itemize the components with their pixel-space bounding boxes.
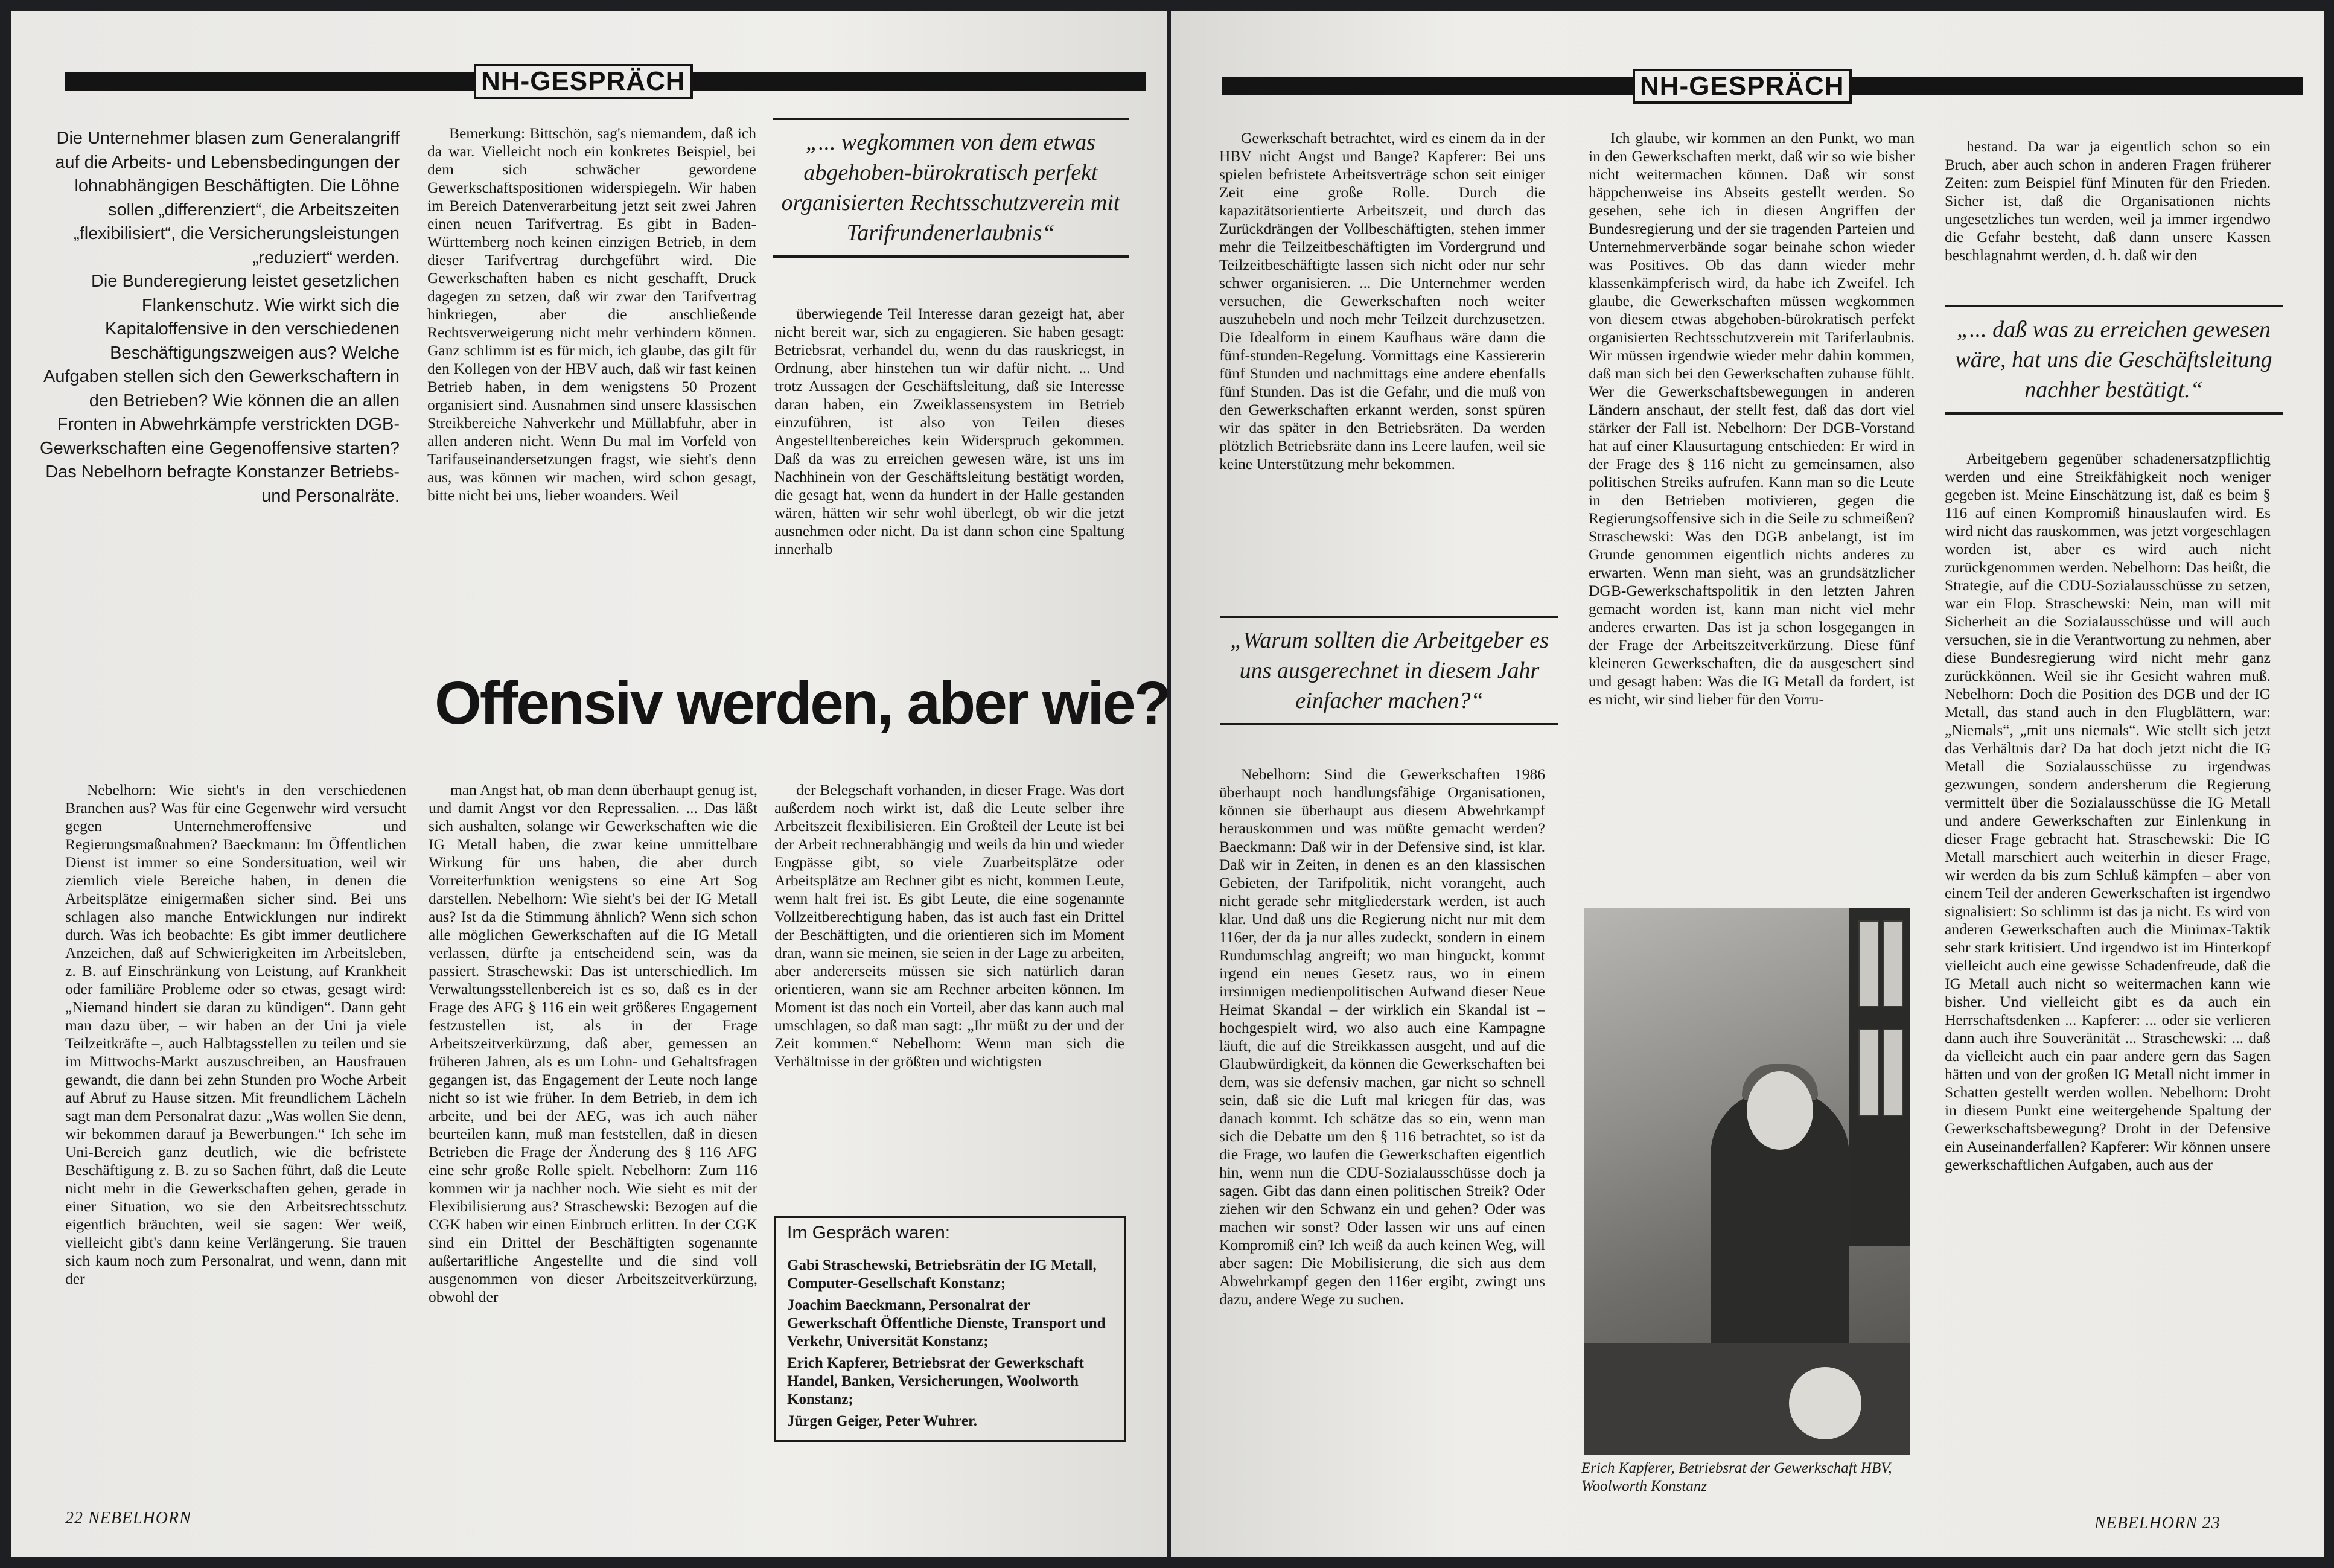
column-right-3-bottom: Arbeitgebern gegenüber schadenersatzpflichtig werden und eine Streikfähigkeit noch weniger gegeben ist. Meine Einschätzung ist, daß es beim § 116 auf einen Kompromiß hinauslaufen wird. Es wird nicht das rauskommen, was jetzt vorgeschlagen worden ist, aber es wird auch nicht zurückgenommen werden. Nebelhorn: Das heißt, die Strategie, auf die CDU-Sozialausschüsse zu setzen, war ein Flop. Straschewski: Nein, man will mit Sicherheit an die Sozialausschüsse und will auch versuchen, sie in die Verantwortung zu nehmen, aber diese Bundesregierung wird nicht mehr ganz zurückkönnen. Weil sie ihr Gesicht wahren muß. Nebelhorn: Doch die Position des DGB und der IG Metall, das stand auch in den Flugblättern, war: „Niemals“, „mit uns niemals“. Wie stellt sich jetzt das Verhältnis dar? Da hat doch jetzt nicht die IG Metall die Sozialausschüsse zu irgendwas gezwungen, sondern andersherum die Regierung vermittelt über die Sozialausschüsse die IG Metall und andere Gewerkschaften zur Einlenkung in dieser Frage gebracht hat. Straschewski: Die IG Metall marschiert auch weiterhin in dieser Frage, wir werden da bis zum Schluß kämpfen – aber von einem Teil der anderen Gewerkschaften ist irgendwo signalisiert: So schlimm ist das ja nicht. Es wird von anderen Gewerkschaften auch die Minimax-Taktik sehr stark kritisiert. Und irgendwo ist im Hinterkopf vielleicht auch eine gewisse Schadenfreude, daß die IG Metall auch nicht so weitermachen kann wie bisher. Und vielleicht gibt es da auch ein Herrschaftsdenken ... Kapferer: ... oder sie verlieren dann auch ihre Souveränität ... Straschewski: ... daß da vielleicht auch ein paar andere gern das Sagen hätten und von der großen IG Metall nicht immer in Schatten gestellt werden wollen. Nebelhorn: Droht in diesem Punkt eine weitergehende Spaltung der Gewerkschaftsbewegung? Droht in der Defensive ein Auseinanderfallen? Kapferer: Wir können unsere gewerkschaftlichen Aufgaben, auch aus der	[1945, 450, 2271, 1173]
column-left-2-top: Bemerkung: Bittschön, sag's niemandem, daß ich da war. Vielleicht noch ein konkretes Beispiel, bei dem sich schwächer gewordene Gewerkschaftspositionen widerspiegeln. Wir haben im Bereich Datenverarbeitung jetzt seit zwei Jahren einen neuen Tarifvertrag. Es gibt in Baden-Württemberg noch keinen einzigen Betrieb, in dem dieser Tarifvertrag durchgeführt wird. Die Gewerkschaften haben es nicht geschafft, Druck dagegen zu setzen, daß wir zwar den Tarifvertrag hinkriegen, aber die anschließende Rechtsverweigerung nicht mehr verhindern können. Ganz schlimm ist es für mich, ich glaube, das gilt für den Kollegen von der HBV auch, daß wir fast keinen Betrieb haben, in dem wenigstens 50 Prozent organisiert sind. Ausnahmen sind unsere klassischen Streikbereiche Nahverkehr und Müllabfuhr, aber in allen anderen nicht. Wenn Du mal im Vorfeld von Tarifauseinandersetzungen fragst, wie sieht's denn aus, was können wir machen, wird schon gesagt, bitte nicht bei uns, lieber woanders. Weil	[427, 124, 756, 504]
column-left-2-bottom: man Angst hat, ob man denn überhaupt genug ist, und damit Angst vor den Repressalien. ... Das läßt sich aushalten, solange wir Gewerkschaften wie die IG Metall haben, die zwar keine unmittelbare Wirkung für uns haben, die aber durch Vorreiterfunktion wenigstens so eine Art Sog darstellen. Nebelhorn: Wie sieht's bei der IG Metall aus? Ist da die Stimmung ähnlich? Wenn sich schon alle möglichen Gewerkschaften auf die IG Metall verlassen, dürfte ja entscheidend sein, was da passiert. Straschewski: Das ist unterschiedlich. Im Verwaltungsstellenbereich ist es so, daß es in der Frage des AFG § 116 ein weit größeres Engagement festzustellen ist, als in der Frage Arbeitszeitverkürzung, daß aber, gemessen an früheren Jahren, als es um Lohn- und Gehaltsfragen gegangen ist, das Engagement der Leute noch lange nicht so ist wie früher. In dem Betrieb, in dem ich arbeite, und bei der AEG, was ich auch näher beurteilen kann, muß man feststellen, daß in diesen Betrieben die Frage der Änderung des § 116 AFG eine sehr große Rolle spielt. Nebelhorn: Zum 116 kommen wir ja nachher noch. Wie sieht es mit der Flexibilisierung aus? Straschewski: Bezogen auf die CGK haben wir einen Einbruch erlitten. In der CGK sind ein Drittel der Beschäftigten sogenannte außertarifliche Angestellte und die sind voll ausgenommen von dieser Arbeitszeitverkürzung, obwohl der	[429, 781, 757, 1305]
pull-quote-3: „... daß was zu erreichen gewesen wäre, hat uns die Geschäftsleitung nachher bestätigt.“	[1945, 305, 2283, 415]
photo-caption: Erich Kapferer, Betriebsrat der Gewerkschaft HBV, Woolworth Konstanz	[1581, 1460, 1892, 1494]
column-right-1-top: Gewerkschaft betrachtet, wird es einem da in der HBV nicht Angst und Bange? Kapferer: Bei uns spielen befristete Arbeitsverträge schon seit einiger Zeit eine große Rolle. Durch die kapazitätsorientierte Arbeitszeit, und durch das Zurückdrängen der Vollbeschäftigten, stehen immer mehr die Teilzeitbeschäftigten im Vordergrund und Teilzeitbeschäftigte lassen sich nicht oder nur sehr schwer organisieren. ... Die Unternehmer werden versuchen, die Gewerkschaften noch weiter auszuhebeln und noch mehr Teilzeit durchzusetzen. Die Idealform in einem Kaufhaus wäre dann die fünf-stunden-Regelung. Vormittags eine Kassiererin fünf Stunden und nachmittags eine andere ebenfalls fünf Stunden. Das ist die Gefahr, und die muß von den Gewerkschaften erkannt werden, sonst spüren wir das später in den Betriebsräten. Da werden plötzlich Betriebsräte dann ins Leere laufen, weil sie keine Unterstützung mehr bekommen.	[1219, 129, 1545, 473]
right-section-title: NH-GESPRÄCH	[1633, 69, 1852, 104]
intro-paragraph: Die Bunderegierung leistet gesetzlichen Flankenschutz. Wie wirkt sich die Kapitaloffensive in den verschiedenen Beschäftigungszweigen aus? Welche Aufgaben stellen sich den Gewerkschaftern in den Betrieben? Wie können die an allen Fronten in Abwehrkämpfe verstrickten DGB-Gewerkschaften eine Gegenoffensive starten?	[40, 272, 400, 458]
column-right-3-top: hestand. Da war ja eigentlich schon so ein Bruch, aber auch schon in anderen Fragen früherer Zeiten: zum Beispiel fünf Minuten für den Frieden. Sicher ist, daß die Organisationen nichts ungesetzliches tun werden, weil ja immer irgendwo die Gefahr besteht, daß dann unsere Kassen beschlagnahmt werden, d. h. daß wir den	[1945, 138, 2271, 264]
participants-title: Im Gespräch waren:	[787, 1223, 951, 1243]
column-left-3-bottom: der Belegschaft vorhanden, in dieser Frage. Was dort außerdem noch wirkt ist, daß die Leute selber ihre Arbeitszeit flexibilisieren. Ein Großteil der Leute ist bei der Arbeit rechnerabhängig und weils da hin und wieder Engpässe gibt, so viele Zuarbeitsplätze oder Arbeitsplätze am Rechner gibt es nicht, kommen Leute, wenn halt frei ist. Es gibt Leute, die eine sogenannte Vollzeitberechtigung haben, das ist auch fast ein Drittel der Beschäftigten, und die orientieren sich im Moment dran, wann sie meinen, sie seien in der Lage zu arbeiten, aber andererseits müssen sie sich natürlich daran orientieren, wann sie am Rechner arbeiten können. Im Moment ist das noch ein Vorteil, aber das kann auch mal umschlagen, so daß man sagt: „Ihr müßt zu der und der Zeit kommen.“ Nebelhorn: Wenn man sich die Verhältnisse in der größten und wichtigsten	[774, 781, 1124, 1070]
pull-quote-1: „... wegkommen von dem etwas abgehoben-bürokratisch perfekt organisierten Rechtsschutzverein mit Tarifrundenerlaubnis“	[773, 118, 1129, 258]
pull-quote-2: „Warum sollten die Arbeitgeber es uns ausgerechnet in diesem Jahr einfacher machen?“	[1220, 616, 1558, 725]
page-number-right: NEBELHORN 23	[2094, 1514, 2221, 1532]
column-left-1-bottom: Nebelhorn: Wie sieht's in den verschiedenen Branchen aus? Was für eine Gegenwehr wird versucht gegen Unternehmeroffensive und Regierungsmaßnahmen? Baeckmann: Im Öffentlichen Dienst ist immer so eine Sondersituation, weil wir ziemlich viele Bereiche haben, in denen die Arbeitsplätze einigermaßen sicher sind. Bei uns schlagen also manche Entwicklungen nur indirekt durch. Was ich beobachte: Es gibt immer deutlichere Anzeichen, daß auf Schwierigkeiten im Arbeitsleben, z. B. auf Einschränkung von Leistung, auf Krankheit oder familiäre Probleme oder so etwas, gesagt wird: „Niemand hindert sie daran zu kündigen“. Dann geht man dazu über, – wir haben an der Uni ja viele Teilzeitkräfte –, auch Halbtagsstellen zu teilen und sie im Mittwochs-Markt auszuschreiben, an Hausfrauen gewandt, die dann bei zehn Stunden pro Woche Arbeit auf Abruf zu Hause sitzen. Mit freundlichem Lächeln sagt man dem Personalrat dazu: „Was wollen Sie denn, wir bekommen darauf ja Bewerbungen.“ Ich sehe im Uni-Bereich ganz deutlich, wie die befristete Beschäftigung z. B. zu so Sachen führt, daß die Leute nicht mehr in die Gewerkschaften gehen, gerade in einer Situation, wo sie den Arbeitsrechtsschutz eigentlich bräuchten, weil sie sagen: Wer weiß, vielleicht gibt's dann keine Verlängerung. Sie trauen sich kaum noch zum Personalrat, und wenn, dann mit der	[65, 781, 406, 1287]
photo-erich-kapferer	[1584, 908, 1910, 1455]
participant: Gabi Straschewski, Betriebsrätin der IG Metall, Computer-Gesellschaft Konstanz;	[787, 1257, 1097, 1292]
left-section-title: NH-GESPRÄCH	[474, 64, 693, 99]
participant: Joachim Baeckmann, Personalrat der Gewerkschaft Öffentliche Dienste, Transport und Verkehr, Universität Konstanz;	[787, 1297, 1106, 1350]
column-right-1-bottom: Nebelhorn: Sind die Gewerkschaften 1986 überhaupt noch handlungsfähige Organisationen, können sie überhaupt aus diesem Abwehrkampf herauskommen und was müßte gemacht werden? Baeckmann: Daß wir in der Defensive sind, ist klar. Daß wir in Zeiten, in denen es an den klassischen Gebieten, der Tarifpolitik, nicht vorangeht, auch nicht gerade sehr mitgliederstark werden, ist auch klar. Und daß uns die Regierung nicht nur mit dem 116er, der da ja nur alles zudeckt, sondern in einem Rundumschlag angreift; wo man hinguckt, kommt irgend ein neues Gesetz raus, wo in einem irrsinnigen medienpolitischen Aufwand dieser Neue Heimat Skandal – der wirklich ein Skandal ist – hochgespielt wird, wo also auch eine Kampagne läuft, die auf die Streikkassen ausgeht, und auf die Glaubwürdigkeit, da können die Gewerkschaften bei dem, was sie defensiv machen, gar nicht so schnell sein, daß sie die Luft mal kriegen für das, was danach kommt. Ich schätze das so ein, wenn man sich die Debatte um den § 116 betrachtet, so ist da die Frage, wo laufen die Gewerkschaften eigentlich hin, wenn nun die CDU-Sozialausschüsse doch ja sagen. Gibt das dann einen politischen Streik? Oder ziehen wir den Schwanz ein und gehen? Oder was machen wir sonst? Oder lassen wir uns auf einen Kompromiß ein? Ich weiß da auch keinen Weg, will aber sagen: Die Mobilisierung, die sich aus dem Abwehrkampf gegen den 116er ergibt, zwingt uns dazu, andere Wege zu suchen.	[1219, 765, 1545, 1308]
participant: Erich Kapferer, Betriebsrat der Gewerkschaft Handel, Banken, Versicherungen, Woolworth Konstanz;	[787, 1355, 1084, 1407]
intro-paragraph: Das Nebelhorn befragte Konstanzer Betriebs- und Personalräte.	[45, 462, 400, 506]
participant: Jürgen Geiger, Peter Wuhrer.	[787, 1413, 978, 1429]
column-left-3-top: überwiegende Teil Interesse daran gezeigt hat, aber nicht bereit war, sich zu engagieren. Sie haben gesagt: Betriebsrat, verhandel du, wenn du das rauskriegst, in Ordnung, aber hinstehen tun wir dafür nicht. ... Und trotz Aussagen der Geschäftsleitung, daß sie Interesse daran haben, ein Zweiklassensystem im Betrieb einzuführen, ist also von Teilen dieses Angestelltenbereiches kein Widerspruch gekommen. Daß da was zu erreichen gewesen wäre, ist uns im Nachhinein von der Geschäftsleitung bestätigt worden, die gesagt hat, wenn da hundert in der Halle gestanden wären, hätten wir sehr wohl überlegt, ob wir die jetzt ausnehmen oder nicht. Da ist dann schon eine Spaltung innerhalb	[774, 305, 1124, 558]
intro-paragraph: Die Unternehmer blasen zum Generalangriff auf die Arbeits- und Lebensbedingungen der lohnabhängigen Beschäftigten. Die Löhne sollen „differenziert“, die Arbeitszeiten „flexibilisiert“, die Versicherungsleistungen „reduziert“ werden.	[55, 129, 400, 267]
intro-text	[37, 127, 400, 508]
page-number-left: 22 NEBELHORN	[65, 1509, 191, 1528]
column-right-2-top: Ich glaube, wir kommen an den Punkt, wo man in den Gewerkschaften merkt, daß wir so wie bisher nicht weitermachen können. Daß wir sonst häppchenweise ins Abseits gestellt werden. So gesehen, sehe ich in diesen Angriffen der Bundesregierung und der sie tragenden Parteien und Unternehmerverbände sogar beinahe schon wieder was Positives. Ob das dann wieder mehr klassenkämpferisch wird, da habe ich Zweifel. Ich glaube, die Gewerkschaften müssen wegkommen von diesem etwas abgehoben-bürokratisch perfekt organisierten Rechtsschutzverein mit Tariferlaubnis. Wir müssen irgendwie wieder mehr dahin kommen, daß man sich bei den Gewerkschaften zuhause fühlt. Wer die Gewerkschaftsbewegungen in anderen Ländern anschaut, der stellt fest, daß das dort viel stärker der Fall ist. Nebelhorn: Der DGB-Vorstand hat auf einer Klausurtagung entschieden: Er wird in der Frage des § 116 nicht zu gemeinsamen, also politischen Streiks aufrufen. Kann man so die Leute in den Betrieben motivieren, gegen die Regierungsoffensive sich in die Seile zu schmeißen? Straschewski: Was den DGB anbelangt, ist im Grunde genommen eigentlich nichts anderes zu erwarten. Wenn man sieht, was an grundsätzlicher DGB-Gewerkschaftspolitik in den letzten Jahren gemacht worden ist, kann man nicht viel mehr anderes erwarten. Das ist ja schon losgegangen in der Frage der Arbeitszeitverkürzung. Diese fünf kleineren Gewerkschaften, die da ausgeschert sind und gesagt haben: Was die IG Metall da fordert, ist es nicht, wir sind lieber für den Vorru-	[1589, 129, 1915, 708]
headline: Offensiv werden, aber wie?	[435, 669, 1169, 737]
participants-box	[774, 1216, 1126, 1442]
